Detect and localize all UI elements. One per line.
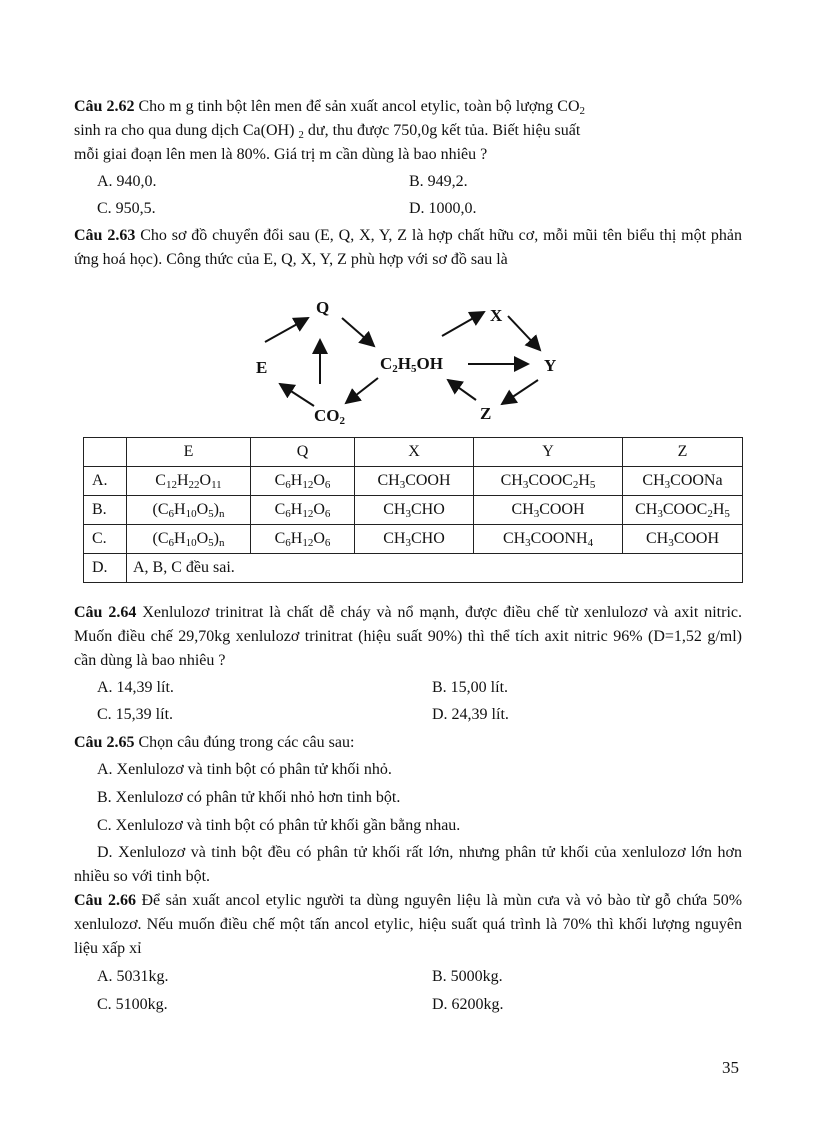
- cell-y: $CH_3COOC_2H_5$: [474, 467, 623, 496]
- table-header-cell: Q: [251, 438, 355, 467]
- row-d-text: A, B, C đều sai.: [127, 554, 743, 583]
- q262-label: Câu 2.62: [74, 98, 135, 115]
- q262-option-c: C. 950,5.: [97, 200, 156, 217]
- cell-y: $CH_3COOH$: [474, 496, 623, 525]
- q265-option-a: A. Xenlulozơ và tinh bột có phân tử khối nhỏ.: [97, 761, 392, 778]
- q262-line3: mỗi giai đoạn lên men là 80%. Giá trị m cần dùng là bao nhiêu ?: [74, 146, 488, 163]
- arrow-z-to-ethanol: [448, 380, 476, 400]
- q264-option-d: D. 24,39 lít.: [432, 706, 509, 723]
- cell-z: $CH_3COOH$: [623, 525, 743, 554]
- q266-option-d: D. 6200kg.: [432, 996, 504, 1013]
- question-2-62: [74, 95, 742, 167]
- table-row: [84, 496, 743, 525]
- node-q: Q: [316, 298, 330, 317]
- cell-z: $CH_3COOC_2H_5$: [623, 496, 743, 525]
- cell-e: $(C_6H_{10}O_5)_n$: [127, 525, 251, 554]
- arrow-e-to-q: [265, 318, 308, 342]
- q262-option-d: D. 1000,0.: [409, 200, 477, 217]
- answer-table: [83, 437, 743, 583]
- table-row: [84, 554, 743, 583]
- q266-option-a: A. 5031kg.: [97, 968, 169, 985]
- cell-q: $C_6H_{12}O_6$: [251, 525, 355, 554]
- question-2-63: [74, 224, 742, 272]
- q262-option-a: A. 940,0.: [97, 173, 157, 190]
- q265-option-c: C. Xenlulozơ và tinh bột có phân tử khối gần bằng nhau.: [97, 817, 461, 834]
- q264-option-b: B. 15,00 lít.: [432, 679, 509, 696]
- node-e: E: [256, 358, 268, 377]
- node-z: Z: [480, 404, 492, 423]
- table-header-cell: X: [355, 438, 474, 467]
- cell-e: $(C_6H_{10}O_5)_n$: [127, 496, 251, 525]
- row-label: B.: [84, 496, 127, 525]
- cell-q: $C_6H_{12}O_6$: [251, 467, 355, 496]
- q266-option-c: C. 5100kg.: [97, 996, 168, 1013]
- table-header-cell: Z: [623, 438, 743, 467]
- reaction-diagram: [250, 296, 580, 430]
- arrow-ethanol-to-co2: [346, 378, 378, 403]
- q264-option-c: C. 15,39 lít.: [97, 706, 174, 723]
- arrow-co2-to-e: [280, 384, 314, 406]
- q262-line2: sinh ra cho qua dung dịch Ca(OH) $_2$ dư, thu được 750,0g kết tủa. Biết hiệu suất: [74, 122, 581, 141]
- table-header-cell: E: [127, 438, 251, 467]
- node-y: Y: [544, 356, 557, 375]
- q264-option-a: A. 14,39 lít.: [97, 679, 174, 696]
- q265-option-b: B. Xenlulozơ có phân tử khối nhỏ hơn tinh bột.: [97, 789, 401, 806]
- row-label: A.: [84, 467, 127, 496]
- cell-x: $CH_3COOH$: [355, 467, 474, 496]
- q262-line1: Câu 2.62 Cho m g tinh bột lên men để sản xuất ancol etylic, toàn bộ lượng $CO_2$: [74, 98, 586, 117]
- node-ethanol: $C_2H_5OH$: [380, 354, 443, 375]
- arrow-q-to-ethanol: [342, 318, 374, 346]
- q264-text: Xenlulozơ trinitrat là chất dễ cháy và nổ mạnh, được điều chế từ xenlulozơ và axit nitric. Muốn điều chế 29,70kg xenlulozơ trinitrat (hiệu suất 90%) thì thể tích axit nitric 96% (D=1,52 g/ml) cần dùng là bao nhiêu ?: [74, 604, 743, 669]
- question-2-65: [74, 731, 742, 755]
- q263-text: Cho sơ đồ chuyển đổi sau (E, Q, X, Y, Z là hợp chất hữu cơ, mỗi mũi tên biểu thị một phản ứng hoá học). Công thức của E, Q, X, Y, Z phù hợp với sơ đồ sau là: [74, 227, 743, 268]
- row-label: C.: [84, 525, 127, 554]
- q262-option-b: B. 949,2.: [409, 173, 468, 190]
- arrow-y-to-z: [502, 380, 538, 404]
- arrow-x-to-y: [508, 316, 540, 350]
- q265-option-d: D. Xenlulozơ và tinh bột đều có phân tử khối rất lớn, nhưng phân tử khối của xenlulozơ lớn hơn nhiều so với tinh bột.: [74, 844, 742, 885]
- q265-text: Chọn câu đúng trong các câu sau:: [138, 734, 355, 751]
- q265-label: Câu 2.65: [74, 734, 135, 751]
- table-row: [84, 525, 743, 554]
- question-2-66: [74, 889, 742, 961]
- cell-x: $CH_3CHO$: [355, 525, 474, 554]
- arrow-ethanol-to-x: [442, 312, 484, 336]
- table-row: [84, 467, 743, 496]
- node-x: X: [490, 306, 503, 325]
- q266-option-b: B. 5000kg.: [432, 968, 503, 985]
- node-co2: $CO_2$: [314, 406, 345, 427]
- table-header-cell: [84, 438, 127, 467]
- cell-y: $CH_3COONH_4$: [474, 525, 623, 554]
- q264-label: Câu 2.64: [74, 604, 137, 621]
- table-header-cell: Y: [474, 438, 623, 467]
- row-label: D.: [84, 554, 127, 583]
- q266-text: Để sản xuất ancol etylic người ta dùng nguyên liệu là mùn cưa và vỏ bào từ gỗ chứa 50% xenlulozơ. Nếu muốn điều chế một tấn ancol etylic, hiệu suất quá trình là 70% thì khối lượng nguyên liệu xấp xỉ: [74, 892, 743, 957]
- cell-x: $CH_3CHO$: [355, 496, 474, 525]
- q263-label: Câu 2.63: [74, 227, 136, 244]
- page-number: 35: [722, 1058, 739, 1077]
- cell-z: $CH_3COONa$: [623, 467, 743, 496]
- question-2-64: [74, 601, 742, 673]
- q266-label: Câu 2.66: [74, 892, 136, 909]
- cell-e: $C_{12}H_{22}O_{11}$: [127, 467, 251, 496]
- cell-q: $C_6H_{12}O_6$: [251, 496, 355, 525]
- table-header-row: [84, 438, 743, 467]
